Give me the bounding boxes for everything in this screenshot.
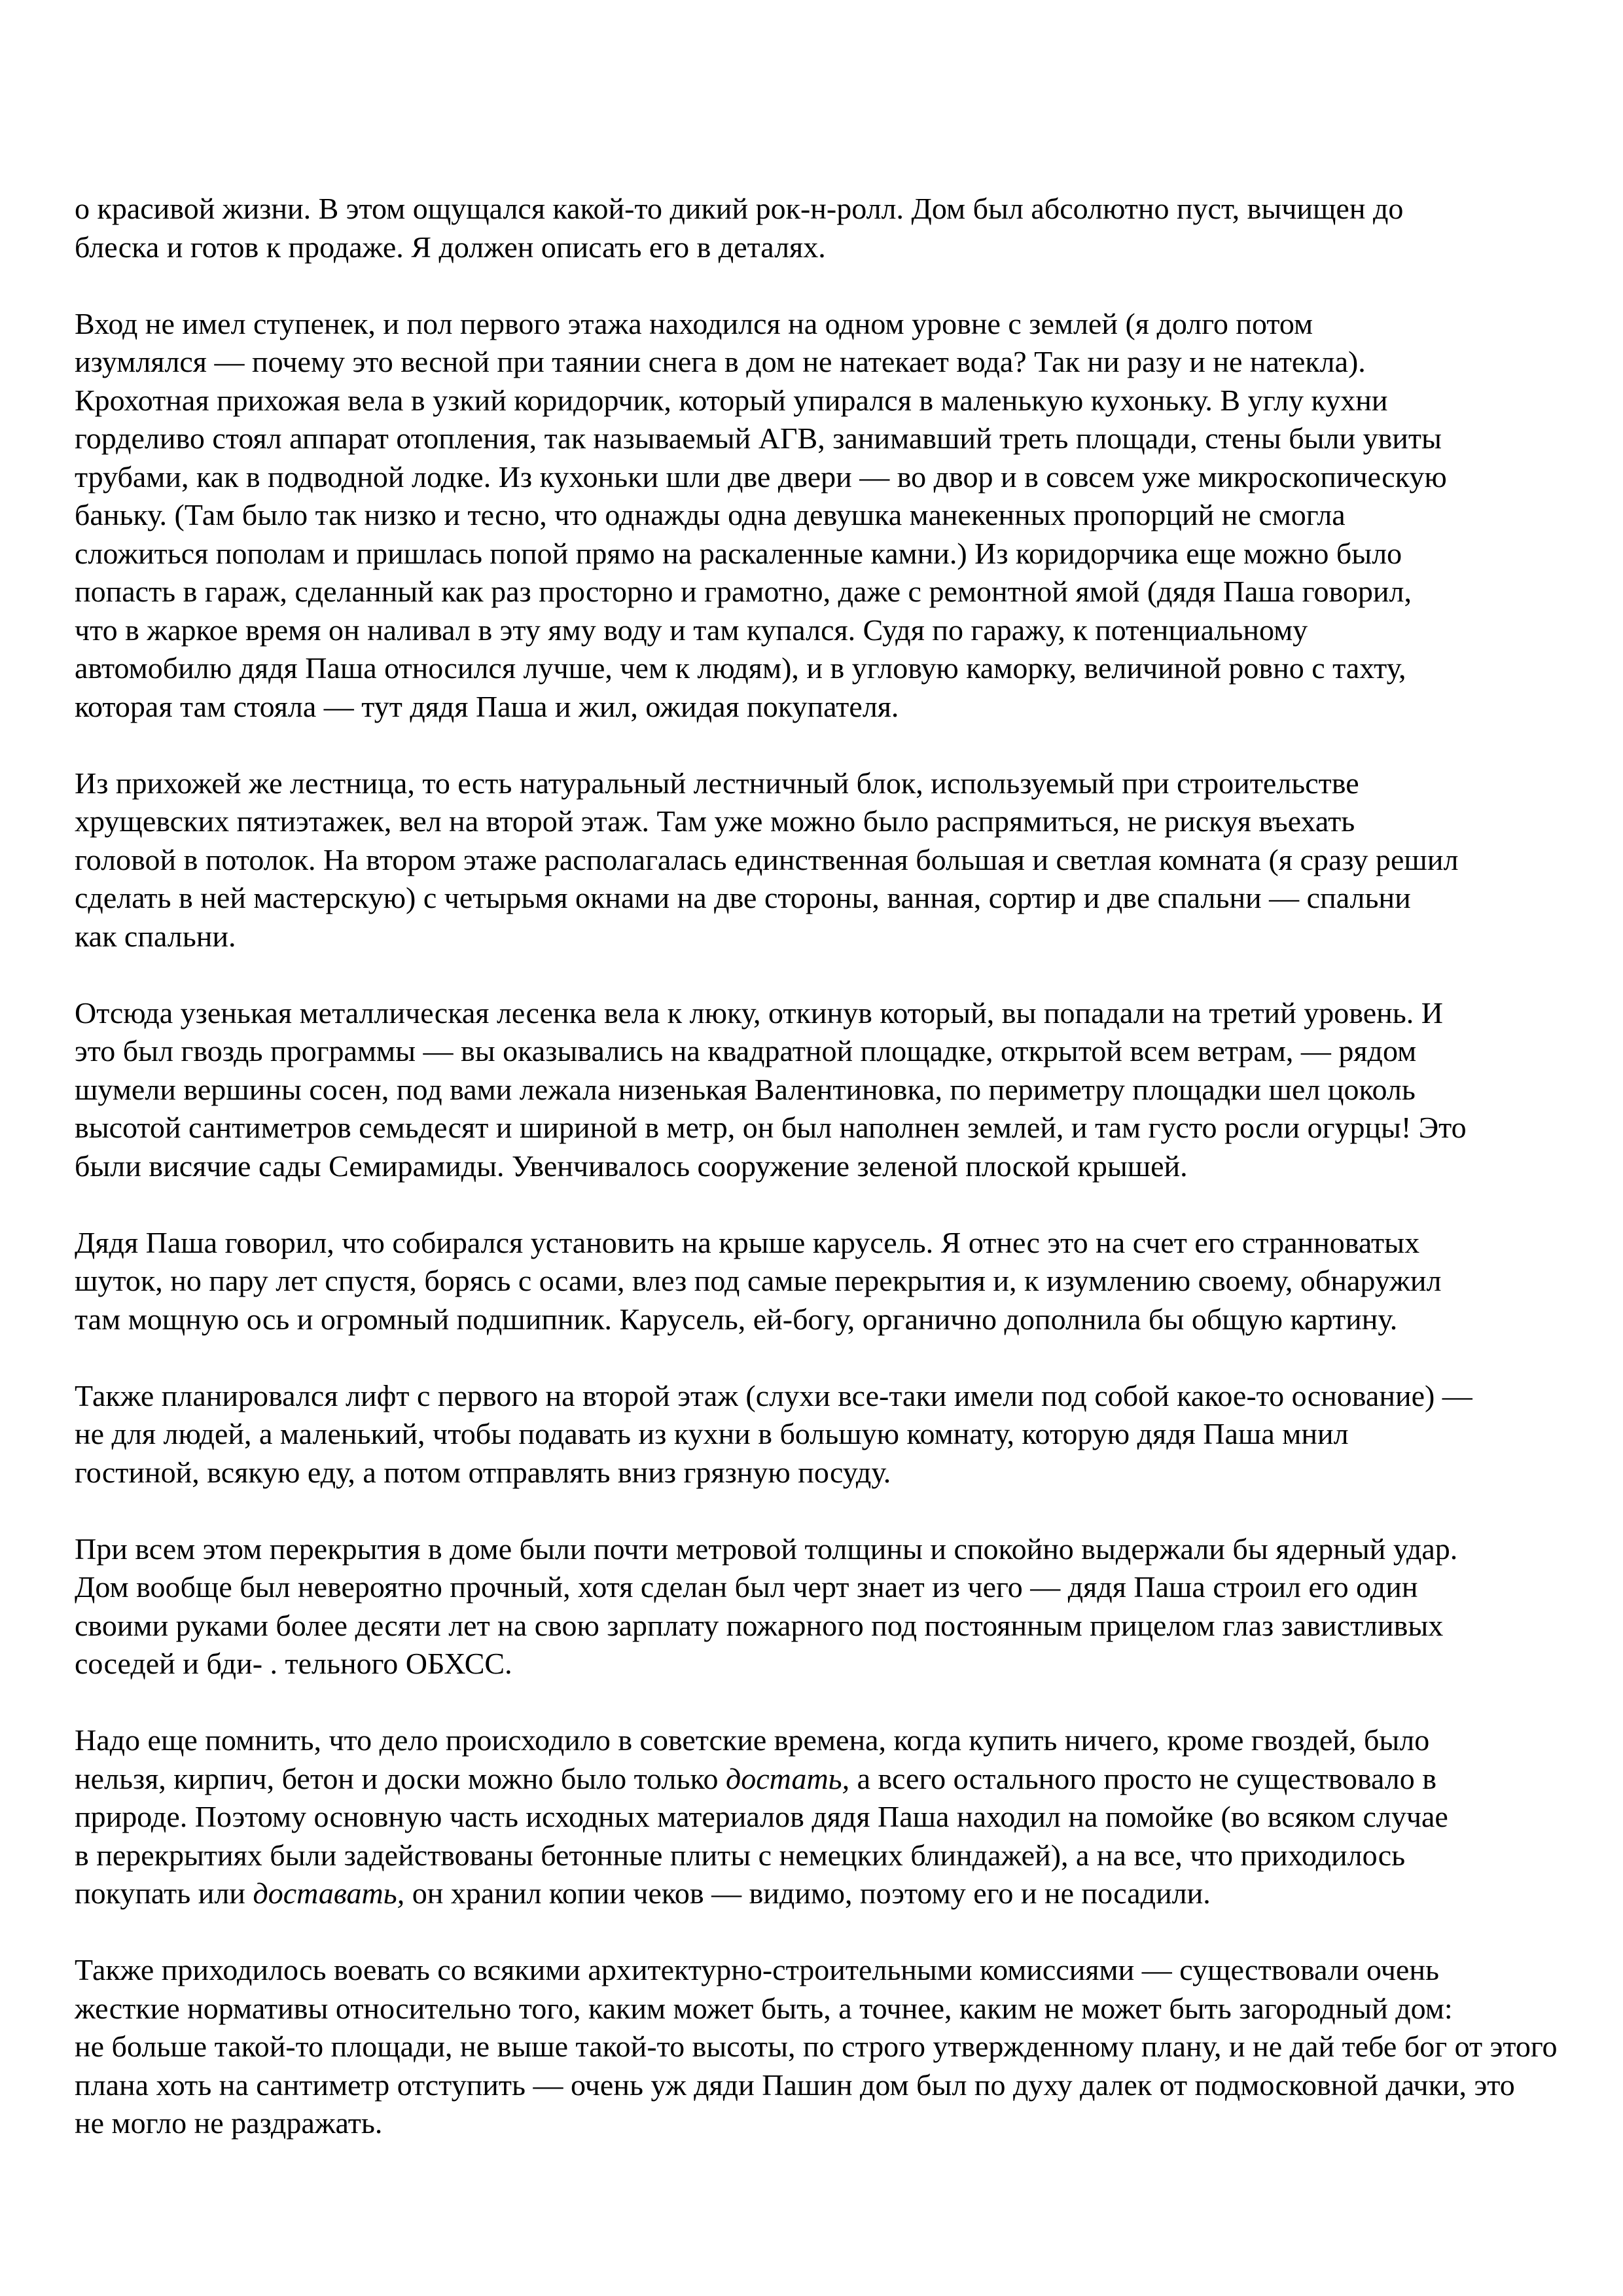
text-segment: Также планировался лифт с первого на второй этаж (слухи все-таки имели под собой какое-то основание) —	[75, 1378, 1472, 1412]
text-segment: не больше такой-то площади, не выше такой-то высоты, по строго утвержденному плану, и не дай тебе бог от этого	[75, 2030, 1558, 2063]
text-line	[75, 535, 1554, 573]
paragraph	[75, 1530, 1554, 1683]
text-segment: баньку. (Там было так низко и тесно, что однажды одна девушка манекенных пропорций не смогла	[75, 498, 1346, 531]
text-line	[75, 1224, 1554, 1263]
text-line	[75, 1874, 1554, 1913]
text-segment: Также приходилось воевать со всякими архитектурно-строительными комиссиями — существовали очень	[75, 1953, 1439, 1986]
paragraph	[75, 1377, 1554, 1492]
text-segment: Крохотная прихожая вела в узкий коридорчик, который упирался в маленькую кухоньку. В углу кухни	[75, 383, 1388, 417]
text-segment: в перекрытиях были задействованы бетонные плиты с немецких блиндажей), а на все, что приходилось	[75, 1838, 1406, 1872]
text-segment: как спальни.	[75, 919, 236, 953]
text-line	[75, 458, 1554, 497]
paragraph	[75, 764, 1554, 956]
text-line	[75, 2104, 1554, 2143]
text-line	[75, 1760, 1554, 1799]
text-segment: плана хоть на сантиметр отступить — очень уж дяди Пашин дом был по духу далек от подмосковной дачки, это	[75, 2068, 1515, 2102]
paragraph	[75, 305, 1554, 726]
text-segment: природе. Поэтому основную часть исходных материалов дядя Паша находил на помойке (во всяком случае	[75, 1800, 1448, 1833]
text-line	[75, 1415, 1554, 1454]
text-line	[75, 1262, 1554, 1300]
paragraph	[75, 1951, 1558, 2143]
text-segment: а всего остального просто не существовало в	[849, 1761, 1436, 1795]
text-segment: которая там стояла — тут дядя Паша и жил, ожидая покупателя.	[75, 689, 899, 723]
text-segment: сделать в ней мастерскую) с четырьмя окнами на две стороны, ванная, сортир и две спальни — спальни	[75, 881, 1411, 914]
text-segment: что в жаркое время он наливал в эту яму воду и там купался. Судя по гаражу, к потенциальному	[75, 613, 1308, 647]
text-line	[75, 573, 1554, 611]
text-line	[75, 190, 1554, 228]
text-line	[75, 420, 1554, 458]
text-line	[75, 1071, 1554, 1109]
text-line	[75, 382, 1554, 420]
text-line	[75, 1109, 1554, 1147]
text-segment: не могло не раздражать.	[75, 2106, 383, 2140]
text-segment: гостиной, всякую еду, а потом отправлять вниз грязную посуду.	[75, 1455, 891, 1489]
text-segment: трубами, как в подводной лодке. Из кухоньки шли две двери — во двор и в совсем уже микроскопическую	[75, 459, 1447, 493]
paragraph	[75, 1224, 1554, 1339]
italic-text: доставать,	[253, 1876, 405, 1910]
text-segment: Надо еще помнить, что дело происходило в советские времена, когда купить ничего, кроме гвоздей, было	[75, 1723, 1430, 1757]
text-segment: шуток, но пару лет спустя, борясь с осами, влез под самые перекрытия и, к изумлению своему, обнаружил	[75, 1264, 1442, 1297]
text-segment: Отсюда узенькая металлическая лесенка вела к люку, откинув который, вы попадали на третий уровень. И	[75, 996, 1443, 1030]
text-line	[75, 688, 1554, 726]
text-segment: он хранил копии чеков — видимо, поэтому его и не посадили.	[404, 1876, 1211, 1910]
document-page	[75, 190, 1558, 2143]
text-line	[75, 802, 1554, 841]
text-segment: хрущевских пятиэтажек, вел на второй этаж. Там уже можно было распрямиться, не рискуя въехать	[75, 804, 1355, 838]
text-line	[75, 649, 1554, 688]
italic-text: достать,	[725, 1761, 850, 1795]
text-line	[75, 1032, 1554, 1071]
text-segment: попасть в гараж, сделанный как раз просторно и грамотно, даже с ремонтной ямой (дядя Паша говорил,	[75, 575, 1412, 608]
text-line	[75, 305, 1554, 344]
text-segment: жесткие нормативы относительно того, каким может быть, а точнее, каким не может быть загородный дом:	[75, 1991, 1453, 2025]
text-segment: нельзя, кирпич, бетон и доски можно было только	[75, 1761, 726, 1795]
text-line	[75, 1951, 1554, 1990]
text-line	[75, 1530, 1554, 1569]
text-line	[75, 1607, 1554, 1645]
text-segment: Из прихожей же лестница, то есть натуральный лестничный блок, используемый при строительстве	[75, 766, 1359, 800]
text-segment: При всем этом перекрытия в доме были почти метровой толщины и спокойно выдержали бы ядерный удар.	[75, 1532, 1458, 1566]
text-segment: сложиться пополам и пришлась попой прямо на раскаленные камни.) Из коридорчика еще можно было	[75, 536, 1402, 570]
paragraph	[75, 994, 1554, 1186]
text-segment: соседей и бди- . тельного ОБХСС.	[75, 1647, 512, 1680]
text-line	[75, 879, 1554, 918]
paragraph	[75, 1721, 1554, 1913]
text-line	[75, 228, 1554, 267]
text-segment: головой в потолок. На втором этаже располагалась единственная большая и светлая комната (я сразу решил	[75, 842, 1459, 876]
text-segment: изумлялся — почему это весной при таянии снега в дом не натекает вода? Так ни разу и не натекла).	[75, 345, 1366, 378]
text-line	[75, 764, 1554, 803]
text-line	[75, 841, 1554, 880]
text-line	[75, 1377, 1554, 1416]
text-line	[75, 1568, 1554, 1607]
text-segment: блеска и готов к продаже. Я должен описать его в деталях.	[75, 230, 826, 264]
text-segment: автомобилю дядя Паша относился лучше, чем к людям), и в угловую каморку, величиной ровно с тахту,	[75, 651, 1406, 685]
text-segment: Вход не имел ступенек, и пол первого этажа находился на одном уровне с землей (я долго потом	[75, 306, 1313, 340]
text-line	[75, 1645, 1554, 1683]
text-line	[75, 1300, 1554, 1339]
text-line	[75, 1990, 1554, 2028]
text-line	[75, 2028, 1558, 2066]
text-segment: горделиво стоял аппарат отопления, так называемый АГВ, занимавший треть площади, стены были увиты	[75, 422, 1442, 455]
text-segment: высотой сантиметров семьдесят и шириной в метр, он был наполнен землей, и там густо росли огурцы! Это	[75, 1111, 1467, 1144]
text-line	[75, 1147, 1554, 1186]
text-segment: Дом вообще был невероятно прочный, хотя сделан был черт знает из чего — дядя Паша строил его один	[75, 1570, 1418, 1604]
text-segment: там мощную ось и огромный подшипник. Карусель, ей-богу, органично дополнила бы общую картину.	[75, 1302, 1398, 1336]
text-segment: Дядя Паша говорил, что собирался установить на крыше карусель. Я отнес это на счет его странноватых	[75, 1225, 1420, 1259]
text-segment: были висячие сады Семирамиды. Увенчивалось сооружение зеленой плоской крышей.	[75, 1149, 1188, 1183]
text-line	[75, 343, 1554, 382]
paragraph	[75, 190, 1554, 266]
text-segment: это был гвоздь программы — вы оказывались на квадратной площадке, открытой всем ветрам, — рядом	[75, 1034, 1417, 1067]
text-segment: шумели вершины сосен, под вами лежала низенькая Валентиновка, по периметру площадки шел цоколь	[75, 1072, 1416, 1106]
text-line	[75, 496, 1554, 535]
text-line	[75, 994, 1554, 1033]
text-line	[75, 1798, 1554, 1837]
text-line	[75, 611, 1554, 650]
text-line	[75, 2066, 1554, 2105]
text-line	[75, 918, 1554, 956]
text-segment: покупать или	[75, 1876, 253, 1910]
text-line	[75, 1454, 1554, 1492]
text-line	[75, 1721, 1554, 1760]
text-segment: о красивой жизни. В этом ощущался какой-то дикий рок-н-ролл. Дом был абсолютно пуст, вычищен до	[75, 192, 1404, 225]
text-line	[75, 1837, 1554, 1875]
text-segment: не для людей, а маленький, чтобы подавать из кухни в большую комнату, которую дядя Паша мнил	[75, 1417, 1349, 1450]
text-segment: своими руками более десяти лет на свою зарплату пожарного под постоянным прицелом глаз завистливых	[75, 1608, 1444, 1642]
